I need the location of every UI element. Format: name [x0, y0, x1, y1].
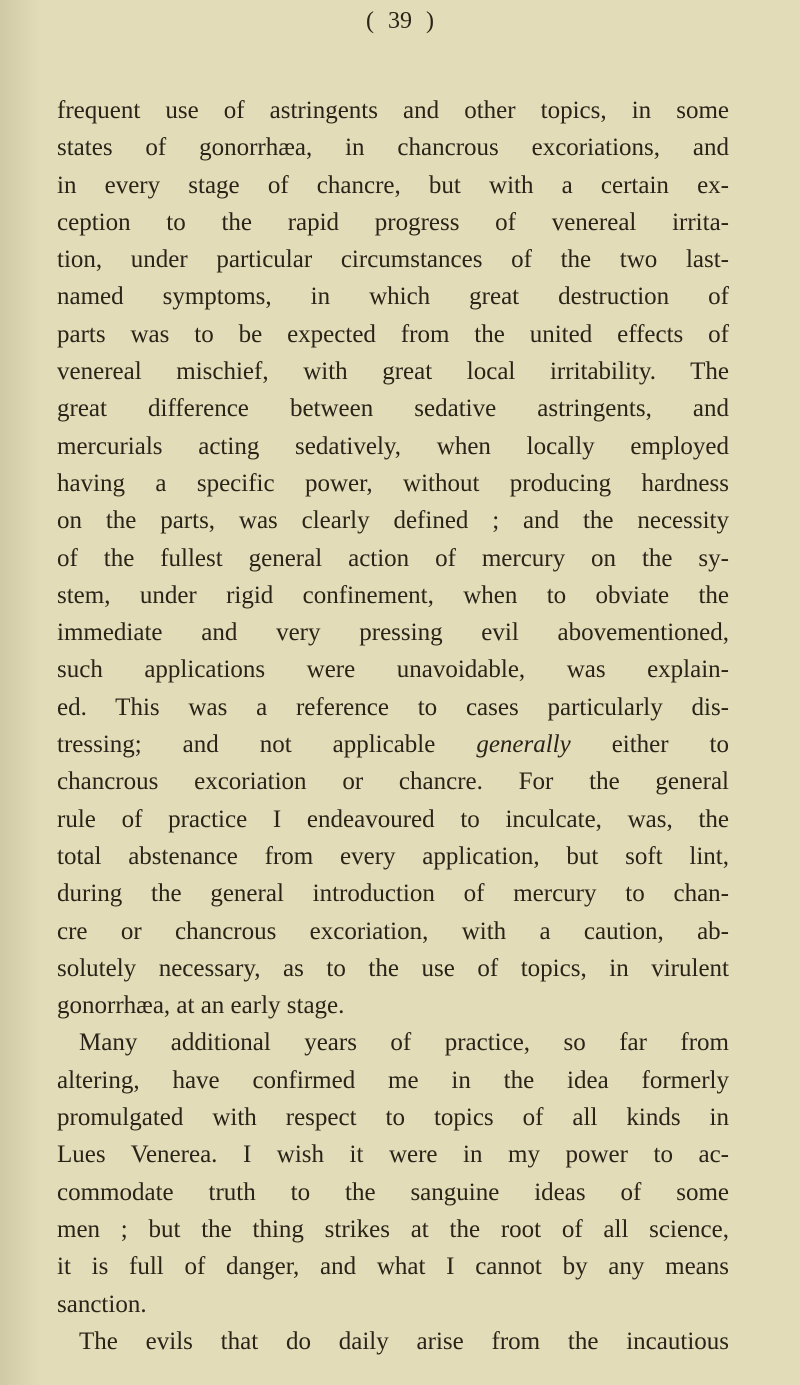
text-line	[57, 987, 729, 1024]
line-text: having a specific power, without producing hardness	[57, 469, 729, 497]
text-line	[57, 92, 729, 129]
text-line	[57, 651, 729, 688]
line-text: frequent use of astringents and other topics, in some	[57, 97, 729, 124]
line-text: tressing; and not applicable	[57, 731, 477, 759]
line-text: solutely necessary, as to the use of topics, in virulent	[57, 954, 729, 982]
text-line	[57, 913, 729, 950]
line-text: of the fullest general action of mercury on the sy-	[57, 544, 729, 572]
line-text: cre or chancrous excoriation, with a caution, ab-	[57, 917, 729, 945]
line-text: ed. This was a reference to cases particularly dis-	[57, 693, 729, 721]
text-line	[57, 875, 729, 912]
line-text: immediate and very pressing evil abovementioned,	[57, 619, 729, 647]
text-line	[57, 540, 729, 577]
body-text	[57, 92, 729, 1360]
text-line	[57, 390, 729, 427]
text-line	[57, 838, 729, 875]
line-text: parts was to be expected from the united effects of	[57, 320, 729, 348]
line-text: stem, under rigid confinement, when to obviate the	[57, 581, 729, 609]
line-text: sanction.	[57, 1290, 147, 1318]
text-line	[57, 1136, 729, 1173]
text-line	[57, 428, 729, 465]
text-line	[57, 204, 729, 241]
line-text: venereal mischief, with great local irritability. The	[57, 358, 729, 386]
line-text: great difference between sedative astringents, and	[57, 395, 729, 423]
text-line	[57, 465, 729, 502]
line-text: such applications were unavoidable, was explain-	[57, 656, 729, 684]
text-line	[57, 801, 729, 838]
italic-text: generally	[476, 731, 571, 759]
line-text: chancrous excoriation or chancre. For the general	[57, 768, 729, 796]
line-text: states of gonorrhæa, in chancrous excoriations, and	[57, 134, 729, 162]
line-text: named symptoms, in which great destruction of	[57, 283, 729, 311]
text-line	[57, 577, 729, 614]
text-line	[57, 167, 729, 204]
line-text: commodate truth to the sanguine ideas of some	[57, 1178, 729, 1206]
line-text: either to	[570, 731, 730, 759]
page-edge-shadow	[0, 0, 40, 1385]
text-line	[57, 278, 729, 315]
text-line	[57, 1248, 729, 1285]
text-line	[57, 316, 729, 353]
text-line	[57, 241, 729, 278]
text-line	[57, 1211, 729, 1248]
text-line	[57, 763, 729, 800]
text-line	[57, 1286, 729, 1323]
line-text: The evils that do daily arise from the incautious	[79, 1327, 729, 1355]
text-line	[57, 129, 729, 166]
text-line	[57, 353, 729, 390]
line-text: promulgated with respect to topics of all kinds in	[57, 1104, 729, 1132]
text-line	[57, 726, 729, 763]
text-line	[57, 689, 729, 726]
line-text: mercurials acting sedatively, when locally employed	[57, 432, 729, 460]
line-text: ception to the rapid progress of venereal irrita-	[57, 208, 729, 236]
line-text: Lues Venerea. I wish it were in my power to ac-	[57, 1141, 729, 1169]
text-line	[57, 1323, 729, 1360]
line-text: rule of practice I endeavoured to inculcate, was, the	[57, 805, 729, 833]
text-line	[57, 1099, 729, 1136]
page-number: ( 39 )	[366, 8, 434, 34]
line-text: total abstenance from every application, but soft lint,	[57, 842, 729, 870]
line-text: Many additional years of practice, so far from	[79, 1029, 729, 1057]
text-line	[57, 502, 729, 539]
line-text: during the general introduction of mercury to chan-	[57, 880, 729, 908]
line-text: on the parts, was clearly defined ; and the necessity	[57, 507, 729, 535]
line-text: in every stage of chancre, but with a certain ex-	[57, 171, 729, 199]
text-line	[57, 950, 729, 987]
text-line	[57, 1174, 729, 1211]
line-text: altering, have confirmed me in the idea formerly	[57, 1066, 729, 1094]
line-text: tion, under particular circumstances of the two last-	[57, 246, 729, 274]
text-line	[57, 1024, 729, 1061]
text-line	[57, 1062, 729, 1099]
line-text: it is full of danger, and what I cannot by any means	[57, 1253, 729, 1281]
text-line	[57, 614, 729, 651]
line-text: men ; but the thing strikes at the root of all science,	[57, 1215, 729, 1243]
line-text: gonorrhæa, at an early stage.	[57, 992, 345, 1020]
